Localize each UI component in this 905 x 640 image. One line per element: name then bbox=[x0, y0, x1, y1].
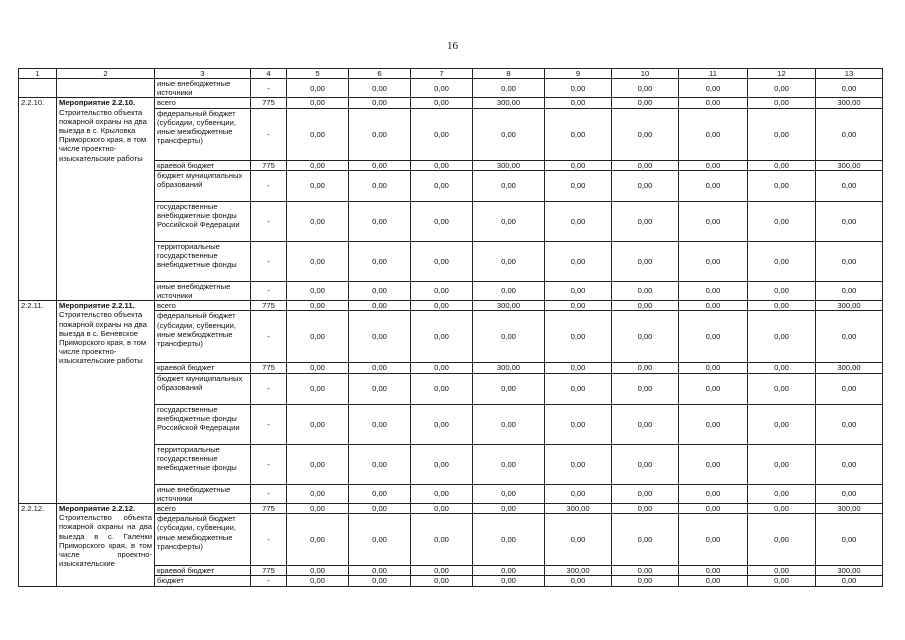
value-cell: 0,00 bbox=[748, 566, 816, 576]
value-cell: 0,00 bbox=[287, 301, 349, 311]
value-cell: 0,00 bbox=[287, 504, 349, 514]
value-cell: 0,00 bbox=[411, 363, 473, 373]
value-cell: 300,00 bbox=[545, 566, 612, 576]
value-cell: 0,00 bbox=[545, 79, 612, 98]
value-cell: 300,00 bbox=[816, 98, 883, 108]
value-cell: 0,00 bbox=[545, 484, 612, 503]
value-cell: 0,00 bbox=[349, 311, 411, 363]
code-4-cell: - bbox=[251, 576, 287, 586]
value-cell: 0,00 bbox=[816, 170, 883, 201]
value-cell: 0,00 bbox=[748, 514, 816, 566]
value-cell: 0,00 bbox=[545, 281, 612, 300]
source-cell: краевой бюджет bbox=[155, 363, 251, 373]
value-cell: 0,00 bbox=[545, 241, 612, 281]
value-cell: 300,00 bbox=[816, 301, 883, 311]
value-cell: 0,00 bbox=[679, 241, 748, 281]
value-cell: 0,00 bbox=[545, 444, 612, 484]
value-cell: 0,00 bbox=[473, 241, 545, 281]
value-cell: 0,00 bbox=[679, 484, 748, 503]
source-cell: всего bbox=[155, 504, 251, 514]
measure-title: Мероприятие 2.2.12. bbox=[59, 504, 136, 514]
code-4-cell: - bbox=[251, 404, 287, 444]
value-cell: 0,00 bbox=[545, 514, 612, 566]
measure-text: Строительство объекта пожарной охраны на два выезда в с. Крыловка Приморского края, в том числе проектно-изыскательские работы bbox=[59, 107, 147, 163]
value-cell: 0,00 bbox=[411, 373, 473, 404]
code-4-cell: - bbox=[251, 484, 287, 503]
value-cell: 0,00 bbox=[612, 79, 679, 98]
source-cell: иные внебюджетные источники bbox=[155, 484, 251, 503]
value-cell: 0,00 bbox=[473, 79, 545, 98]
header-cell: 8 bbox=[473, 69, 545, 79]
value-cell: 0,00 bbox=[612, 311, 679, 363]
value-cell: 0,00 bbox=[411, 504, 473, 514]
code-4-cell: 775 bbox=[251, 301, 287, 311]
value-cell: 0,00 bbox=[349, 444, 411, 484]
measure-title: Мероприятие 2.2.10. bbox=[59, 98, 136, 108]
value-cell: 0,00 bbox=[349, 170, 411, 201]
code-4-cell: 775 bbox=[251, 566, 287, 576]
value-cell: 0,00 bbox=[287, 363, 349, 373]
value-cell: 0,00 bbox=[287, 201, 349, 241]
value-cell: 0,00 bbox=[411, 301, 473, 311]
value-cell: 0,00 bbox=[411, 160, 473, 170]
code-4-cell: - bbox=[251, 241, 287, 281]
value-cell: 0,00 bbox=[349, 566, 411, 576]
value-cell: 0,00 bbox=[612, 241, 679, 281]
value-cell: 0,00 bbox=[816, 576, 883, 586]
value-cell: 0,00 bbox=[816, 484, 883, 503]
value-cell: 300,00 bbox=[816, 363, 883, 373]
header-cell: 11 bbox=[679, 69, 748, 79]
value-cell: 0,00 bbox=[287, 311, 349, 363]
value-cell: 0,00 bbox=[748, 484, 816, 503]
value-cell: 0,00 bbox=[473, 404, 545, 444]
value-cell: 0,00 bbox=[679, 514, 748, 566]
code-4-cell: 775 bbox=[251, 98, 287, 108]
value-cell: 0,00 bbox=[612, 404, 679, 444]
value-cell: 300,00 bbox=[816, 504, 883, 514]
value-cell: 0,00 bbox=[473, 444, 545, 484]
value-cell: 0,00 bbox=[287, 514, 349, 566]
code-cell bbox=[19, 79, 57, 98]
value-cell: 0,00 bbox=[287, 98, 349, 108]
value-cell: 300,00 bbox=[816, 566, 883, 576]
value-cell: 0,00 bbox=[748, 504, 816, 514]
value-cell: 0,00 bbox=[612, 98, 679, 108]
value-cell: 0,00 bbox=[411, 201, 473, 241]
value-cell: 0,00 bbox=[349, 241, 411, 281]
header-cell: 10 bbox=[612, 69, 679, 79]
value-cell: 0,00 bbox=[349, 79, 411, 98]
value-cell: 0,00 bbox=[287, 576, 349, 586]
description-cell bbox=[57, 79, 155, 98]
source-cell: иные внебюджетные источники bbox=[155, 281, 251, 300]
measure-text: Строительство объекта пожарной охраны на два выезда в с. Беневское Приморского края, в том числе проектно-изыскательские работы bbox=[59, 310, 147, 366]
header-cell: 3 bbox=[155, 69, 251, 79]
value-cell: 0,00 bbox=[349, 373, 411, 404]
value-cell: 0,00 bbox=[287, 108, 349, 160]
value-cell: 0,00 bbox=[748, 201, 816, 241]
value-cell: 0,00 bbox=[411, 98, 473, 108]
value-cell: 0,00 bbox=[349, 108, 411, 160]
value-cell: 0,00 bbox=[679, 170, 748, 201]
source-cell: федеральный бюджет (субсидии, субвенции, иные межбюджетные трансферты) bbox=[155, 311, 251, 363]
value-cell: 0,00 bbox=[748, 301, 816, 311]
value-cell: 0,00 bbox=[349, 201, 411, 241]
value-cell: 0,00 bbox=[287, 444, 349, 484]
value-cell: 0,00 bbox=[349, 301, 411, 311]
value-cell: 0,00 bbox=[679, 108, 748, 160]
value-cell: 0,00 bbox=[287, 281, 349, 300]
measure-code: 2.2.11. bbox=[19, 301, 57, 504]
value-cell: 0,00 bbox=[612, 514, 679, 566]
value-cell: 0,00 bbox=[473, 504, 545, 514]
code-4-cell: 775 bbox=[251, 504, 287, 514]
value-cell: 0,00 bbox=[748, 363, 816, 373]
value-cell: 0,00 bbox=[816, 373, 883, 404]
value-cell: 0,00 bbox=[473, 514, 545, 566]
value-cell: 0,00 bbox=[545, 363, 612, 373]
value-cell: 0,00 bbox=[473, 566, 545, 576]
value-cell: 300,00 bbox=[473, 363, 545, 373]
value-cell: 0,00 bbox=[545, 576, 612, 586]
value-cell: 0,00 bbox=[748, 98, 816, 108]
value-cell: 0,00 bbox=[473, 311, 545, 363]
value-cell: 0,00 bbox=[612, 576, 679, 586]
value-cell: 0,00 bbox=[545, 160, 612, 170]
measure-description bbox=[57, 98, 155, 301]
value-cell: 0,00 bbox=[349, 363, 411, 373]
value-cell: 0,00 bbox=[473, 201, 545, 241]
source-cell: бюджет муниципальных образований bbox=[155, 170, 251, 201]
header-cell: 12 bbox=[748, 69, 816, 79]
value-cell: 0,00 bbox=[545, 170, 612, 201]
value-cell: 0,00 bbox=[679, 201, 748, 241]
value-cell: 0,00 bbox=[816, 281, 883, 300]
source-cell: территориальные государственные внебюджетные фонды bbox=[155, 444, 251, 484]
value-cell: 0,00 bbox=[748, 108, 816, 160]
source-cell: всего bbox=[155, 301, 251, 311]
value-cell: 0,00 bbox=[612, 170, 679, 201]
value-cell: 0,00 bbox=[679, 566, 748, 576]
value-cell: 0,00 bbox=[545, 373, 612, 404]
value-cell: 0,00 bbox=[679, 404, 748, 444]
header-cell: 7 bbox=[411, 69, 473, 79]
value-cell: 0,00 bbox=[411, 514, 473, 566]
value-cell: 0,00 bbox=[287, 241, 349, 281]
measure-title: Мероприятие 2.2.11. bbox=[59, 301, 135, 311]
value-cell: 0,00 bbox=[748, 576, 816, 586]
value-cell: 0,00 bbox=[411, 576, 473, 586]
measure-code: 2.2.10. bbox=[19, 98, 57, 301]
value-cell: 0,00 bbox=[349, 404, 411, 444]
value-cell: 0,00 bbox=[411, 444, 473, 484]
code-4-cell: - bbox=[251, 201, 287, 241]
measure-code: 2.2.12. bbox=[19, 504, 57, 587]
value-cell: 0,00 bbox=[816, 514, 883, 566]
value-cell: 0,00 bbox=[748, 160, 816, 170]
value-cell: 0,00 bbox=[473, 484, 545, 503]
value-cell: 0,00 bbox=[287, 170, 349, 201]
value-cell: 0,00 bbox=[612, 373, 679, 404]
source-cell: государственные внебюджетные фонды Российской Федерации bbox=[155, 404, 251, 444]
code-4-cell: - bbox=[251, 170, 287, 201]
value-cell: 0,00 bbox=[816, 444, 883, 484]
header-cell: 6 bbox=[349, 69, 411, 79]
value-cell: 0,00 bbox=[473, 576, 545, 586]
value-cell: 0,00 bbox=[411, 79, 473, 98]
value-cell: 0,00 bbox=[748, 373, 816, 404]
value-cell: 0,00 bbox=[349, 504, 411, 514]
value-cell: 0,00 bbox=[612, 281, 679, 300]
value-cell: 0,00 bbox=[349, 98, 411, 108]
value-cell: 0,00 bbox=[612, 484, 679, 503]
code-4-cell: - bbox=[251, 373, 287, 404]
value-cell: 0,00 bbox=[411, 404, 473, 444]
value-cell: 0,00 bbox=[748, 311, 816, 363]
value-cell: 0,00 bbox=[411, 311, 473, 363]
header-row bbox=[19, 69, 883, 79]
value-cell: 0,00 bbox=[287, 484, 349, 503]
page-number: 16 bbox=[447, 40, 458, 52]
value-cell: 0,00 bbox=[287, 404, 349, 444]
measure-text: Строительство объекта пожарной охраны на два выезда в с. Галенки Приморского края, в том числе проектно-изыскательские bbox=[59, 513, 152, 569]
value-cell: 0,00 bbox=[349, 484, 411, 503]
header-cell: 5 bbox=[287, 69, 349, 79]
value-cell: 0,00 bbox=[748, 404, 816, 444]
value-cell: 0,00 bbox=[748, 281, 816, 300]
value-cell: 0,00 bbox=[679, 373, 748, 404]
header-cell: 13 bbox=[816, 69, 883, 79]
value-cell: 0,00 bbox=[679, 98, 748, 108]
value-cell: 0,00 bbox=[679, 311, 748, 363]
source-cell: краевой бюджет bbox=[155, 160, 251, 170]
value-cell: 0,00 bbox=[545, 301, 612, 311]
value-cell: 300,00 bbox=[473, 301, 545, 311]
code-4-cell: - bbox=[251, 311, 287, 363]
value-cell: 0,00 bbox=[411, 484, 473, 503]
source-cell: бюджет муниципальных образований bbox=[155, 373, 251, 404]
value-cell: 0,00 bbox=[679, 160, 748, 170]
value-cell: 0,00 bbox=[612, 363, 679, 373]
value-cell: 0,00 bbox=[545, 311, 612, 363]
table-row bbox=[19, 79, 883, 98]
value-cell: 0,00 bbox=[816, 404, 883, 444]
value-cell: 0,00 bbox=[545, 98, 612, 108]
value-cell: 300,00 bbox=[816, 160, 883, 170]
value-cell: 0,00 bbox=[612, 566, 679, 576]
value-cell: 0,00 bbox=[679, 281, 748, 300]
code-4-cell: - bbox=[251, 281, 287, 300]
value-cell: 0,00 bbox=[411, 108, 473, 160]
value-cell: 0,00 bbox=[287, 79, 349, 98]
table-row bbox=[19, 504, 883, 514]
value-cell: 0,00 bbox=[748, 79, 816, 98]
value-cell: 0,00 bbox=[679, 576, 748, 586]
value-cell: 0,00 bbox=[748, 170, 816, 201]
header-cell: 4 bbox=[251, 69, 287, 79]
value-cell: 300,00 bbox=[545, 504, 612, 514]
value-cell: 0,00 bbox=[411, 281, 473, 300]
value-cell: 0,00 bbox=[612, 504, 679, 514]
table-body bbox=[19, 69, 883, 587]
code-4-cell: - bbox=[251, 444, 287, 484]
header-cell: 1 bbox=[19, 69, 57, 79]
value-cell: 0,00 bbox=[287, 566, 349, 576]
source-cell: государственные внебюджетные фонды Российской Федерации bbox=[155, 201, 251, 241]
table-row bbox=[19, 301, 883, 311]
value-cell: 0,00 bbox=[816, 311, 883, 363]
value-cell: 0,00 bbox=[816, 241, 883, 281]
value-cell: 0,00 bbox=[816, 108, 883, 160]
header-cell: 9 bbox=[545, 69, 612, 79]
value-cell: 0,00 bbox=[679, 504, 748, 514]
source-cell: федеральный бюджет (субсидии, субвенции, иные межбюджетные трансферты) bbox=[155, 108, 251, 160]
value-cell: 0,00 bbox=[411, 566, 473, 576]
value-cell: 0,00 bbox=[612, 201, 679, 241]
measure-description bbox=[57, 504, 155, 587]
value-cell: 0,00 bbox=[287, 373, 349, 404]
code-4-cell: 775 bbox=[251, 363, 287, 373]
value-cell: 0,00 bbox=[816, 79, 883, 98]
value-cell: 0,00 bbox=[679, 79, 748, 98]
source-cell: всего bbox=[155, 98, 251, 108]
value-cell: 0,00 bbox=[748, 444, 816, 484]
code-4-cell: 775 bbox=[251, 160, 287, 170]
code-4-cell: - bbox=[251, 108, 287, 160]
value-cell: 0,00 bbox=[679, 363, 748, 373]
value-cell: 0,00 bbox=[545, 404, 612, 444]
value-cell: 0,00 bbox=[287, 160, 349, 170]
value-cell: 0,00 bbox=[349, 160, 411, 170]
value-cell: 0,00 bbox=[473, 373, 545, 404]
value-cell: 0,00 bbox=[545, 108, 612, 160]
value-cell: 0,00 bbox=[473, 170, 545, 201]
value-cell: 0,00 bbox=[679, 301, 748, 311]
value-cell: 0,00 bbox=[545, 201, 612, 241]
measure-description bbox=[57, 301, 155, 504]
source-cell: краевой бюджет bbox=[155, 566, 251, 576]
code-4-cell: - bbox=[251, 79, 287, 98]
value-cell: 0,00 bbox=[349, 576, 411, 586]
value-cell: 0,00 bbox=[816, 201, 883, 241]
value-cell: 0,00 bbox=[612, 160, 679, 170]
value-cell: 0,00 bbox=[612, 301, 679, 311]
value-cell: 0,00 bbox=[679, 444, 748, 484]
budget-table bbox=[18, 68, 883, 587]
value-cell: 0,00 bbox=[748, 241, 816, 281]
code-4-cell: - bbox=[251, 514, 287, 566]
value-cell: 0,00 bbox=[411, 241, 473, 281]
source-cell: иные внебюджетные источники bbox=[155, 79, 251, 98]
value-cell: 0,00 bbox=[411, 170, 473, 201]
source-cell: бюджет bbox=[155, 576, 251, 586]
value-cell: 300,00 bbox=[473, 98, 545, 108]
value-cell: 0,00 bbox=[612, 108, 679, 160]
value-cell: 0,00 bbox=[473, 281, 545, 300]
table-row bbox=[19, 98, 883, 108]
source-cell: федеральный бюджет (субсидии, субвенции, иные межбюджетные трансферты) bbox=[155, 514, 251, 566]
header-cell: 2 bbox=[57, 69, 155, 79]
value-cell: 0,00 bbox=[473, 108, 545, 160]
value-cell: 300,00 bbox=[473, 160, 545, 170]
value-cell: 0,00 bbox=[349, 514, 411, 566]
value-cell: 0,00 bbox=[349, 281, 411, 300]
value-cell: 0,00 bbox=[612, 444, 679, 484]
source-cell: территориальные государственные внебюджетные фонды bbox=[155, 241, 251, 281]
